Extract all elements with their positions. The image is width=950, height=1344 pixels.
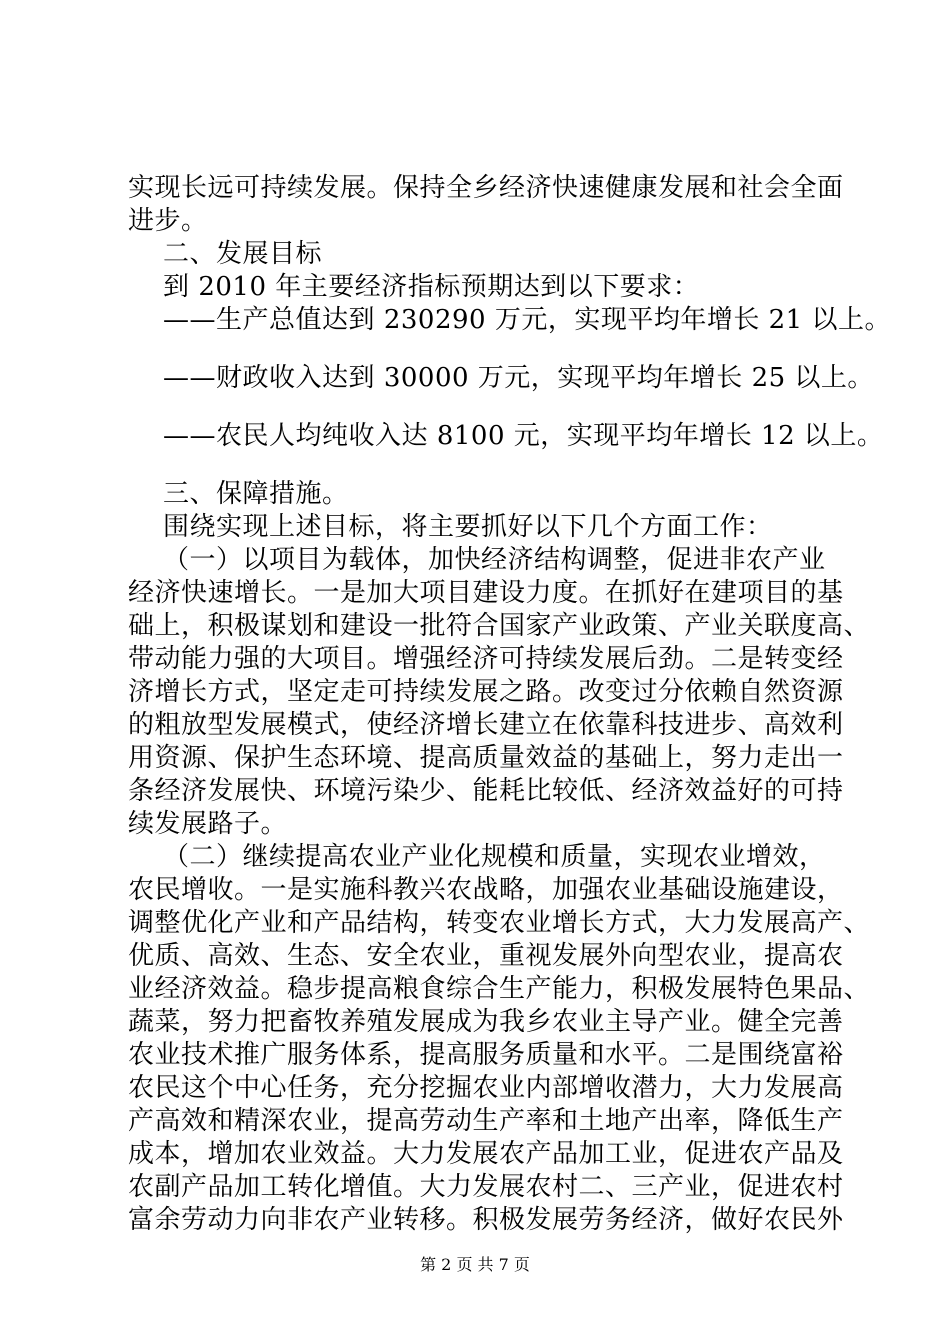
- text-line: 农副产品加工转化增值。大力发展农村二、三产业，促进农村: [128, 1172, 844, 1202]
- text-line: 济增长方式，坚定走可持续发展之路。改变过分依赖自然资源: [128, 677, 844, 707]
- text-line: 富余劳动力向非农产业转移。积极发展劳务经济，做好农民外: [128, 1205, 844, 1235]
- text-line: 条经济发展快、环境污染少、能耗比较低、经济效益好的可持: [128, 776, 844, 806]
- text-line: 业经济效益。稳步提高粮食综合生产能力，积极发展特色果品、: [128, 974, 871, 1004]
- target-item: ——生产总值达到 230290 万元，实现平均年增长 21 以上。: [128, 305, 891, 335]
- text-line: 产高效和精深农业，提高劳动生产率和土地产出率，降低生产: [128, 1106, 844, 1136]
- text-line: （二）继续提高农业产业化规模和质量，实现农业增效，: [128, 842, 826, 872]
- text-line: 用资源、保护生态环境、提高质量效益的基础上，努力走出一: [128, 743, 844, 773]
- text-line: 到 2010 年主要经济指标预期达到以下要求：: [128, 272, 700, 302]
- text-line: 经济快速增长。一是加大项目建设力度。在抓好在建项目的基: [128, 578, 844, 608]
- text-line: 进步。: [128, 206, 208, 236]
- target-item: ——财政收入达到 30000 万元，实现平均年增长 25 以上。: [128, 363, 874, 393]
- page-footer: 第 2 页 共 7 页: [420, 1255, 530, 1274]
- text-line: 调整优化产业和产品结构，转变农业增长方式，大力发展高产、: [128, 908, 871, 938]
- text-line: 实现长远可持续发展。保持全乡经济快速健康发展和社会全面: [128, 173, 844, 203]
- text-line: （一）以项目为载体，加快经济结构调整，促进非农产业: [128, 545, 826, 575]
- text-line: 蔬菜，努力把畜牧养殖发展成为我乡农业主导产业。健全完善: [128, 1007, 844, 1037]
- text-line: 带动能力强的大项目。增强经济可持续发展后劲。二是转变经: [128, 644, 844, 674]
- text-line: 农民这个中心任务，充分挖掘农业内部增收潜力，大力发展高: [128, 1073, 844, 1103]
- target-item: ——农民人均纯收入达 8100 元，实现平均年增长 12 以上。: [128, 421, 884, 451]
- text-line: 围绕实现上述目标，将主要抓好以下几个方面工作：: [128, 512, 773, 542]
- text-line: 农业技术推广服务体系，提高服务质量和水平。二是围绕富裕: [128, 1040, 844, 1070]
- section-heading: 三、保障措施。: [128, 479, 349, 509]
- text-line: 础上，积极谋划和建设一批符合国家产业政策、产业关联度高、: [128, 611, 871, 641]
- section-heading: 二、发展目标: [128, 239, 323, 269]
- text-line: 优质、高效、生态、安全农业，重视发展外向型农业，提高农: [128, 941, 844, 971]
- text-line: 成本，增加农业效益。大力发展农产品加工业，促进农产品及: [128, 1139, 844, 1169]
- text-line: 农民增收。一是实施科教兴农战略，加强农业基础设施建设，: [128, 875, 844, 905]
- document-body: [128, 172, 891, 1237]
- text-line: 续发展路子。: [128, 809, 288, 839]
- text-line: 的粗放型发展模式，使经济增长建立在依靠科技进步、高效利: [128, 710, 844, 740]
